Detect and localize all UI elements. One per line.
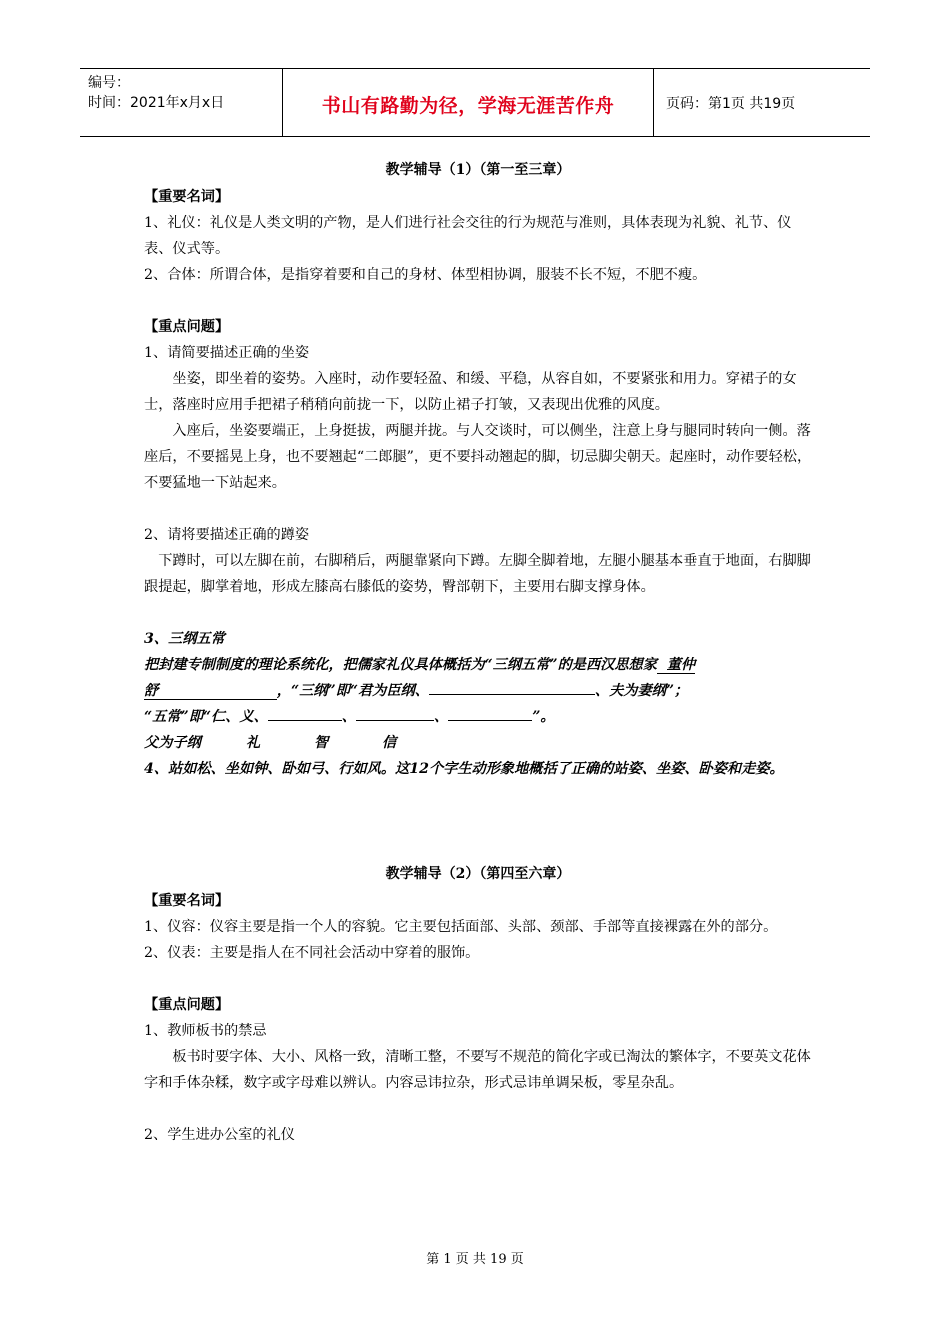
section2-question-1: 1、教师板书的禁忌 (144, 1023, 267, 1039)
section1-question-2: 2、请将要描述正确的蹲姿 (144, 527, 310, 543)
page-footer: 第 1 页 共 19 页 (426, 1252, 524, 1267)
fill-blank-2 (268, 704, 342, 721)
section1-questions-heading: 【重点问题】 (144, 319, 230, 335)
header-motto-cell (282, 69, 654, 136)
header-page-info: 页码：第1页 共19页 (666, 96, 796, 112)
section2-term-2: 2、仪表：主要是指人在不同社会活动中穿着的服饰。 (144, 945, 480, 961)
fill-text-2: ，“三纲”即“君为臣纲、 (276, 683, 429, 699)
number-label: 编号： (88, 75, 130, 91)
section1-question-2-para-1: 下蹲时，可以左脚在前，右脚稍后，两腿靠紧向下蹲。左脚全脚着地，左腿小腿基本垂直于地面，右脚脚跟提起，脚掌着地，形成左膝高右膝低的姿势，臀部朝下，主要用右脚支撑身体。 (144, 553, 811, 595)
fill-text-4: “五常”即“仁、义、 (144, 709, 268, 725)
section1-question-1-para-2: 入座后，坐姿要端正，上身挺拔，两腿并拢。与人交谈时，可以侧坐，注意上身与腿同时转向一侧。落座后，不要摇晃上身，也不要翘起“二郎腿”，更不要抖动翘起的脚，切忌脚尖朝天。起座时，动作要轻松，不要猛地一下站起来。 (144, 423, 812, 491)
section1-question-3-fill-in (144, 652, 812, 730)
section1-term-2: 2、合体：所谓合体，是指穿着要和自己的身材、体型相协调，服装不长不短，不肥不瘦。 (144, 267, 707, 283)
section2-questions-heading: 【重点问题】 (144, 997, 230, 1013)
section2-question-1-para-1: 板书时要字体、大小、风格一致，清晰工整，不要写不规范的简化字或已淘汰的繁体字，不要英文花体字和手体杂糅，数字或字母难以辨认。内容忌讳拉杂，形式忌讳单调呆板，零星杂乱。 (144, 1049, 811, 1091)
section1-question-1-para-1: 坐姿，即坐着的姿势。入座时，动作要轻盈、和缓、平稳，从容自如，不要紧张和用力。穿裙子的女士，落座时应用手把裙子稍稍向前拢一下，以防止裙子打皱，又表现出优雅的风度。 (144, 371, 797, 413)
document-body (144, 156, 812, 1148)
section1-title: 教学辅导（1）（第一至三章） (385, 162, 571, 178)
section1-question-1: 1、请简要描述正确的坐姿 (144, 345, 310, 361)
section1-question-4: 4、站如松、坐如钟、卧如弓、行如风。这12个字生动形象地概括了正确的站姿、坐姿、卧姿和走姿。 (144, 761, 784, 777)
fill-sep-1: 、 (341, 709, 356, 725)
fill-blank-1 (429, 678, 595, 695)
fill-text-3: 、夫为妻纲”； (594, 683, 689, 699)
answer-4: 信 (382, 735, 397, 751)
section2-question-2: 2、学生进办公室的礼仪 (144, 1127, 295, 1143)
section2-term-1: 1、仪容：仪容主要是指一个人的容貌。它主要包括面部、头部、颈部、手部等直接裸露在外的部分。 (144, 919, 778, 935)
fill-sep-2: 、 (434, 709, 449, 725)
section1-term-1: 1、礼仪：礼仪是人类文明的产物，是人们进行社会交往的行为规范与准则，具体表现为礼貌、礼节、仪表、仪式等。 (144, 215, 792, 257)
section2-terms-heading: 【重要名词】 (144, 893, 230, 909)
section1-question-3: 3、三纲五常 (144, 631, 225, 647)
section1-question-3-answers (144, 730, 812, 756)
page-header (80, 68, 870, 137)
answer-1: 父为子纲 (144, 735, 201, 751)
header-motto: 书山有路勤为径，学海无涯苦作舟 (321, 95, 615, 117)
header-meta (80, 69, 282, 136)
answer-2: 礼 (246, 735, 261, 751)
fill-end: ”。 (532, 709, 555, 725)
time-label: 时间：2021年x月x日 (88, 95, 225, 111)
section1-terms-heading: 【重要名词】 (144, 189, 230, 205)
answer-3: 智 (314, 735, 329, 751)
fill-blank-4 (448, 704, 532, 721)
fill-blank-3 (356, 704, 434, 721)
answer-name-text: 董仲舒 (144, 657, 696, 699)
fill-text-1: 把封建专制制度的理论系统化，把儒家礼仪具体概括为“三纲五常”的是西汉思想家 (144, 657, 657, 673)
section2-title: 教学辅导（2）（第四至六章） (385, 866, 571, 882)
